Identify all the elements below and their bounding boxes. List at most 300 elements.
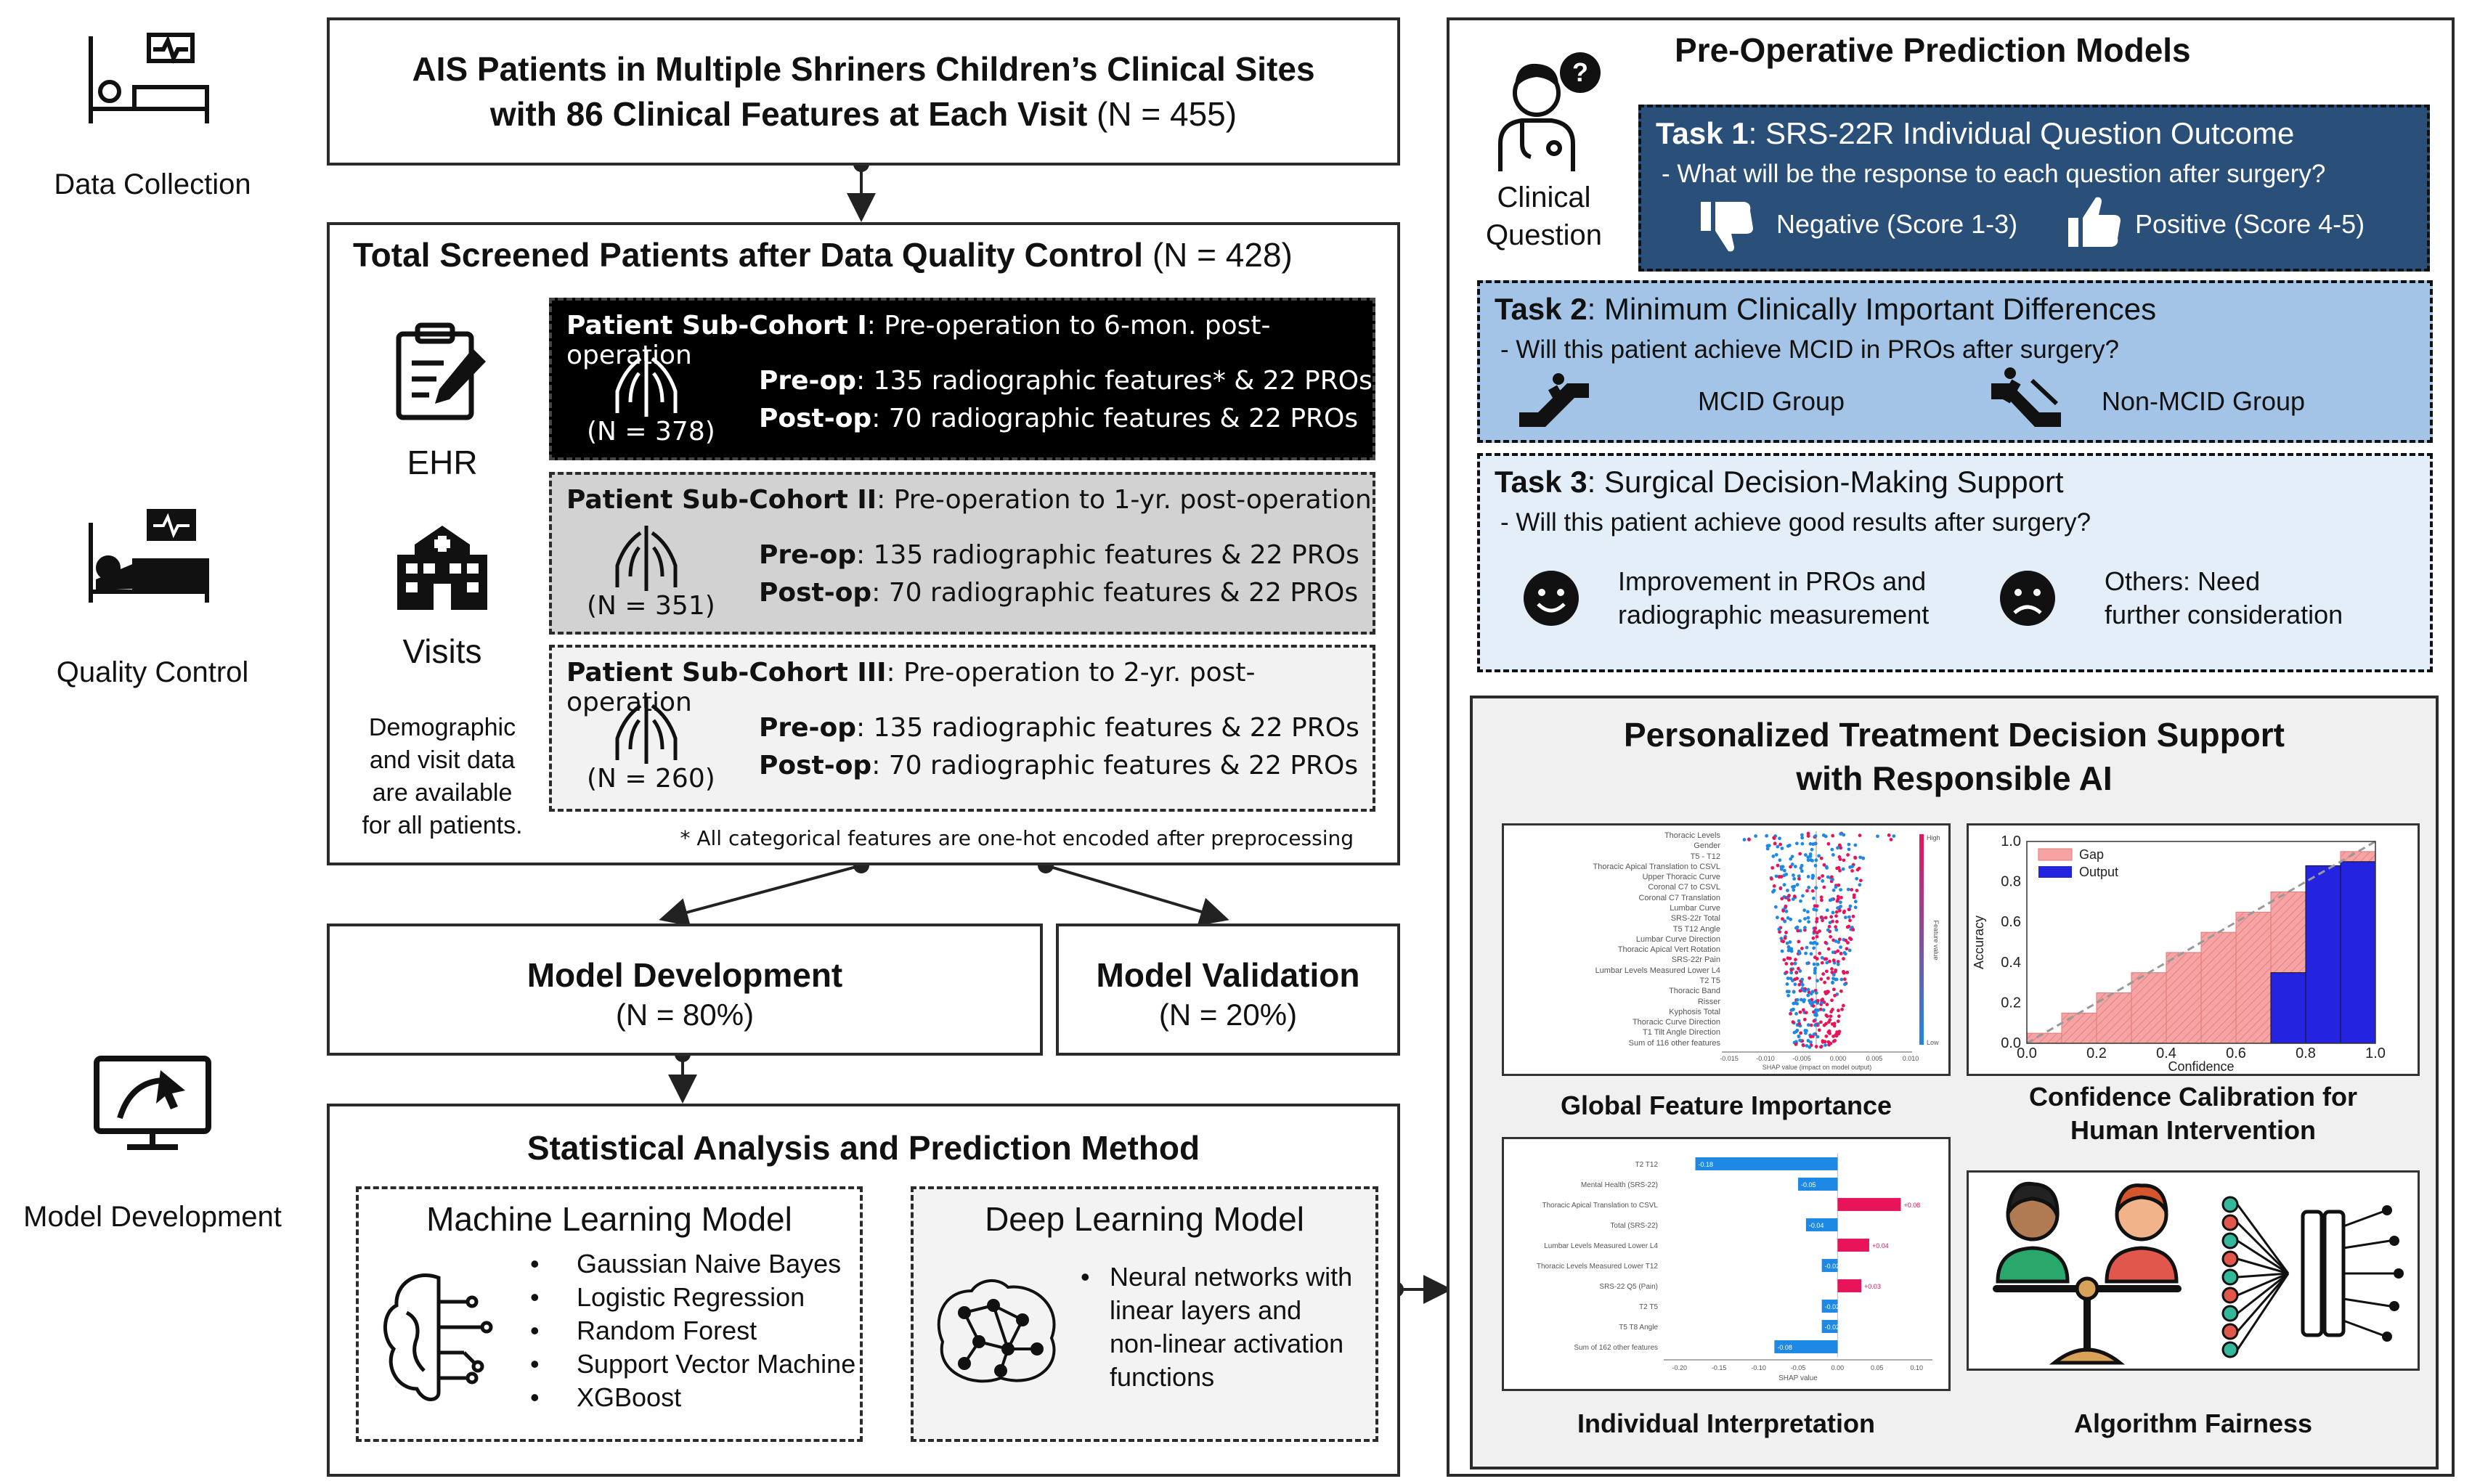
model-validation-box (1056, 924, 1400, 1056)
legend-gap-label: Gap (2079, 847, 2105, 862)
shap-feature-label: SRS-22r Total (1670, 914, 1720, 924)
gap-bar-hatch (2236, 912, 2271, 1043)
shap-point (1820, 895, 1823, 899)
colorbar-tick: Low (1927, 1039, 1939, 1046)
waterfall-x-tick: 0.00 (1831, 1364, 1845, 1371)
shap-point (1858, 883, 1861, 886)
shap-point (1793, 978, 1797, 982)
shap-point (1810, 952, 1813, 955)
ml-model-list (526, 1247, 855, 1414)
shap-point (1842, 957, 1845, 961)
shap-point (1833, 1039, 1837, 1043)
dl-line: non-linear activation (1110, 1329, 1344, 1358)
shap-point (1826, 908, 1829, 912)
shap-point (1843, 977, 1847, 981)
waterfall-x-tick: 0.10 (1910, 1364, 1924, 1371)
ml-model-item: • Gaussian Naive Bayes (526, 1247, 855, 1281)
model-dev-share: (N = 80%) (615, 998, 755, 1032)
shap-point (1799, 900, 1802, 903)
shap-point (1766, 847, 1770, 851)
note-line: and visit data (369, 746, 516, 774)
shap-point (1837, 855, 1841, 859)
shap-point (1814, 886, 1818, 890)
shap-point (1778, 843, 1782, 847)
shap-point (1842, 1004, 1845, 1008)
waterfall-feature-label: Total (SRS-22) (1610, 1222, 1658, 1230)
shap-point (1792, 990, 1796, 994)
shap-point (1826, 928, 1830, 931)
calib-x-tick: 0.2 (2086, 1045, 2107, 1061)
shap-point (1812, 942, 1816, 945)
colorbar-label: Feature value (1932, 920, 1940, 961)
shap-waterfall-plot (1502, 1137, 1951, 1391)
shap-colorbar (1919, 834, 1924, 1045)
shap-point (1799, 1011, 1802, 1014)
shap-point (1847, 916, 1851, 919)
shap-point (1847, 847, 1851, 851)
svg-text:?: ? (1572, 57, 1588, 87)
shap-point (1855, 877, 1858, 881)
shap-point (1850, 865, 1854, 868)
shap-point (1808, 1045, 1811, 1049)
task-name: : Minimum Clinically Important Differences (1587, 292, 2157, 326)
shap-point (1784, 931, 1788, 934)
shap-point (1813, 1032, 1816, 1036)
waterfall-value-label: +0.04 (1871, 1242, 1889, 1249)
clinical-question-label (1471, 179, 1617, 254)
screened-title-bold: Total Screened Patients after Data Quality Control (353, 236, 1144, 274)
shap-point (1814, 858, 1818, 862)
task-2-title (1495, 292, 2156, 327)
global-importance-caption: Global Feature Importance (1560, 1090, 1892, 1120)
shap-point (1796, 998, 1800, 1002)
shap-point (1829, 1010, 1833, 1014)
waterfall-value-label: -0.05 (1801, 1181, 1816, 1189)
waterfall-feature-label: Mental Health (SRS-22) (1580, 1181, 1658, 1189)
waterfall-value-label: -0.02 (1824, 1303, 1840, 1310)
shap-point (1743, 838, 1747, 841)
task-1-box (1638, 105, 2430, 272)
shap-point (1812, 1004, 1816, 1008)
shap-point (1783, 883, 1786, 886)
shap-point (1830, 967, 1834, 971)
fairness-illustration (1967, 1170, 2420, 1371)
shap-point (1804, 853, 1808, 857)
shap-point (1842, 858, 1846, 862)
calib-y-tick: 0.8 (2001, 873, 2021, 890)
shap-point (1789, 918, 1792, 921)
shap-point (1834, 928, 1838, 931)
waterfall-value-label: -0.18 (1698, 1161, 1714, 1168)
shap-point (1786, 994, 1790, 998)
shap-point (1794, 971, 1798, 974)
shap-point (1786, 990, 1789, 993)
shap-point (1771, 890, 1775, 894)
shap-point (1829, 1014, 1832, 1018)
patient-bed-monitor-icon (84, 29, 214, 134)
shap-point (1798, 852, 1802, 856)
shap-point (1839, 990, 1843, 993)
waterfall-value-label: -0.08 (1777, 1344, 1792, 1351)
shap-feature-label: Lumbar Curve Direction (1635, 934, 1720, 944)
spine-icon (610, 526, 683, 595)
shap-point (1822, 1008, 1826, 1012)
shap-point (1849, 905, 1853, 908)
shap-point (1843, 982, 1847, 986)
shap-point (1837, 1008, 1840, 1012)
shap-feature-label: Sum of 116 other features (1628, 1038, 1720, 1048)
pre-op-text: : 135 radiographic features & 22 PROs (856, 540, 1359, 570)
waterfall-feature-label: T2 T12 (1635, 1161, 1658, 1169)
dl-line: functions (1110, 1362, 1215, 1392)
note-line: for all patients. (362, 812, 523, 839)
shap-point (1793, 894, 1797, 898)
stage-label-data-collection: Data Collection (54, 168, 251, 200)
shap-point (1854, 905, 1858, 909)
waterfall-feature-label: Thoracic Apical Translation to CSVL (1542, 1202, 1658, 1210)
shap-point (1842, 833, 1845, 837)
shap-point (1823, 1040, 1827, 1043)
shap-point (1846, 925, 1850, 929)
shap-point (1839, 896, 1843, 900)
mcid-group-label: MCID Group (1698, 386, 1845, 416)
pre-op-text: : 135 radiographic features & 22 PROs (856, 713, 1359, 743)
shap-point (1836, 846, 1839, 849)
gap-bar-hatch (2027, 1033, 2062, 1043)
waterfall-value-label: +0.08 (1903, 1202, 1921, 1209)
shap-point (1816, 931, 1819, 934)
shap-point (1830, 998, 1834, 1002)
shap-point (1837, 895, 1840, 899)
ml-model-item: • Logistic Regression (526, 1281, 855, 1314)
clipboard-pen-icon (391, 319, 493, 425)
shap-point (1827, 1020, 1831, 1024)
shap-point (1834, 939, 1838, 943)
shap-point (1815, 1045, 1818, 1048)
shap-point (1823, 981, 1826, 984)
algorithm-fairness-caption: Algorithm Fairness (2073, 1408, 2313, 1438)
thumbs-down-icon (1699, 199, 1757, 258)
shap-point (1803, 1018, 1807, 1022)
shap-point (1819, 977, 1823, 981)
good-outcome-label (1618, 565, 1929, 632)
shap-point (1795, 841, 1799, 845)
shap-point (1820, 857, 1823, 860)
shap-point (1775, 853, 1778, 857)
ptds-panel (1470, 696, 2439, 1469)
ais-box-line2 (330, 94, 1397, 134)
ml-model-item: • XGBoost (526, 1381, 855, 1414)
calib-x-tick: 0.8 (2296, 1045, 2316, 1061)
shap-point (1785, 910, 1789, 913)
shap-point (1807, 988, 1810, 992)
output-bar (2341, 862, 2375, 1043)
shap-point (1847, 908, 1851, 911)
spine-icon (610, 698, 683, 767)
shap-point (1771, 855, 1775, 858)
task-3-box (1477, 453, 2433, 672)
shap-point (1887, 833, 1891, 837)
shap-point (1826, 977, 1830, 980)
shap-point (1794, 1012, 1798, 1016)
shap-point (1805, 961, 1809, 965)
dl-title: Deep Learning Model (985, 1200, 1304, 1238)
availability-note (344, 712, 540, 842)
task-name: : Surgical Decision-Making Support (1587, 465, 2064, 499)
shap-point (1821, 879, 1824, 883)
waterfall-feature-label: Sum of 162 other features (1574, 1344, 1658, 1352)
shap-x-tick: 0.010 (1902, 1055, 1919, 1062)
note-line: are available (372, 779, 513, 807)
cohort-range: : Pre-operation to 2-yr. post-operation (566, 658, 1256, 717)
shap-point (1823, 990, 1827, 994)
spine-icon (610, 351, 683, 420)
shap-point (1801, 983, 1805, 987)
shap-point (1835, 910, 1839, 914)
dl-description: • Neural networks with linear layers and non-linear activation functions (1081, 1260, 1352, 1394)
shap-point (1819, 1045, 1823, 1049)
shap-point (1786, 956, 1790, 960)
shap-point (1783, 920, 1786, 924)
shap-point (1830, 848, 1834, 852)
cohort-range: : Pre-operation to 1-yr. post-operation (877, 485, 1372, 515)
shap-point (1838, 869, 1842, 873)
screened-title-count: (N = 428) (1143, 236, 1293, 274)
shap-point (1839, 832, 1842, 836)
calib-y-tick: 0.2 (2001, 995, 2021, 1011)
shap-point (1823, 941, 1827, 945)
shap-point (1781, 950, 1784, 953)
shap-point (1784, 937, 1787, 940)
task-3-title (1495, 465, 2064, 500)
other-outcome-line: Others: Need (2105, 566, 2261, 596)
shap-feature-label: Thoracic Band (1669, 987, 1720, 996)
waterfall-value-label: -0.02 (1824, 1263, 1840, 1270)
shap-point (1834, 969, 1837, 972)
shap-point (1798, 1039, 1802, 1043)
shap-point (1811, 874, 1815, 878)
good-outcome-line: Improvement in PROs and (1618, 566, 1927, 596)
shap-point (1816, 935, 1819, 939)
shap-feature-label: T5 T12 Angle (1672, 924, 1720, 934)
shap-point (1807, 875, 1810, 878)
cohort-name: Patient Sub-Cohort I (566, 311, 867, 341)
calib-x-label: Confidence (2168, 1059, 2235, 1074)
shap-point (1847, 843, 1851, 847)
other-outcome-line: further consideration (2105, 600, 2343, 629)
shap-point (1825, 866, 1829, 870)
calib-x-tick: 1.0 (2365, 1045, 2386, 1061)
shap-point (1790, 962, 1794, 966)
shap-point (1844, 939, 1847, 942)
shap-point (1810, 848, 1814, 852)
post-op-text: : 70 radiographic features & 22 PROs (871, 404, 1359, 433)
stage-label-model-development: Model Development (23, 1201, 282, 1233)
shap-point (1792, 877, 1796, 881)
shap-x-tick: 0.000 (1829, 1055, 1847, 1062)
shap-point (1844, 916, 1847, 919)
stats-title: Statistical Analysis and Prediction Method (526, 1129, 1200, 1167)
shap-point (1814, 834, 1818, 838)
shap-point (1805, 1011, 1808, 1014)
waterfall-x-tick: -0.05 (1790, 1364, 1806, 1371)
shap-point (1815, 920, 1818, 924)
shap-point (1831, 981, 1834, 984)
hospital-icon (391, 523, 493, 613)
shap-point (1775, 874, 1778, 878)
shap-point (1818, 876, 1821, 880)
shap-point (1801, 894, 1805, 898)
neural-network-icon (928, 1269, 1066, 1396)
output-bar (2271, 973, 2306, 1043)
shap-point (1823, 1024, 1826, 1027)
shap-point (1797, 877, 1801, 881)
shap-point (1832, 889, 1836, 892)
shap-point (1800, 836, 1804, 840)
shap-point (1839, 900, 1842, 904)
shap-point (1773, 836, 1776, 840)
calib-y-label: Accuracy (1972, 915, 1986, 970)
shap-point (1786, 889, 1789, 892)
shap-feature-label: Thoracic Curve Direction (1632, 1018, 1720, 1027)
shap-point (1820, 899, 1823, 902)
shap-point (1816, 957, 1819, 961)
shap-point (1840, 1008, 1844, 1011)
shap-point (1837, 1019, 1840, 1023)
thumbs-up-icon (2067, 195, 2125, 253)
shap-summary-plot (1502, 823, 1951, 1076)
shap-feature-label: Lumbar Levels Measured Lower L4 (1595, 966, 1720, 975)
shap-point (1813, 904, 1817, 908)
task-2-question: - Will this patient achieve MCID in PROs after surgery? (1500, 335, 2119, 364)
shap-point (1791, 863, 1794, 866)
shap-point (1798, 952, 1802, 955)
shap-point (1816, 999, 1820, 1003)
ml-title: Machine Learning Model (426, 1200, 792, 1238)
shap-feature-label: Thoracic Apical Vert Rotation (1617, 945, 1720, 955)
neural-network-fan-icon (2208, 1183, 2412, 1368)
shap-feature-label: Thoracic Apical Translation to CSVL (1593, 862, 1720, 871)
shap-point (1800, 947, 1804, 950)
shap-point (1833, 994, 1837, 998)
gap-bar-hatch (2131, 973, 2166, 1043)
shap-point (1811, 937, 1815, 940)
waterfall-svg (1504, 1139, 1948, 1389)
shap-point (1811, 1001, 1815, 1005)
escalator-down-icon (1988, 367, 2068, 433)
shap-point (1836, 906, 1839, 910)
legend-output-label: Output (2079, 865, 2119, 879)
escalator-up-icon (1516, 372, 1596, 433)
model-dev-title: Model Development (526, 956, 843, 994)
shap-point (1776, 864, 1780, 868)
calibration-svg (1969, 825, 2418, 1074)
post-op-text: : 70 radiographic features & 22 PROs (871, 751, 1359, 780)
shap-point (1831, 977, 1835, 980)
shap-point (1824, 1035, 1828, 1038)
colorbar-tick: High (1927, 834, 1940, 841)
shap-point (1792, 1002, 1795, 1006)
shap-point (1827, 1043, 1831, 1047)
preop-models-panel (1447, 17, 2455, 1477)
cohort-name: Patient Sub-Cohort III (566, 658, 887, 688)
pre-op-text: : 135 radiographic features* & 22 PROs (856, 366, 1373, 396)
positive-option: Positive (Score 4-5) (2135, 209, 2365, 239)
shap-point (1848, 918, 1852, 922)
shap-point (1794, 865, 1797, 868)
gap-bar-hatch (2062, 1013, 2097, 1043)
shap-point (1796, 883, 1800, 886)
calib-y-tick: 1.0 (2001, 833, 2021, 849)
ml-model-item: • Support Vector Machine (526, 1348, 855, 1381)
post-op-label: Post-op (759, 578, 872, 608)
shap-point (1830, 971, 1834, 974)
shap-point (1787, 894, 1791, 897)
output-bar (2306, 865, 2341, 1043)
post-op-text: : 70 radiographic features & 22 PROs (871, 578, 1359, 608)
shap-point (1842, 868, 1845, 871)
shap-point (1822, 886, 1826, 889)
shap-point (1842, 971, 1846, 975)
ais-patients-box (327, 17, 1400, 166)
shap-point (1831, 911, 1835, 915)
shap-point (1814, 1008, 1818, 1012)
shap-point (1848, 949, 1852, 953)
shap-point (1826, 1030, 1830, 1034)
shap-point (1830, 897, 1834, 901)
shap-point (1802, 908, 1806, 912)
shap-point (1797, 940, 1800, 944)
screened-patients-box (327, 222, 1400, 865)
shap-point (1831, 834, 1834, 838)
shap-point (1809, 852, 1813, 856)
shap-point (1807, 916, 1810, 920)
calib-y-tick: 0.6 (2001, 914, 2021, 931)
shap-point (1799, 989, 1802, 992)
waterfall-x-tick: -0.20 (1672, 1364, 1688, 1371)
encoding-footnote: * All categorical features are one-hot encoded after preprocessing (680, 826, 1354, 850)
shap-point (1837, 1032, 1841, 1035)
shap-point (1858, 833, 1862, 837)
ptds-title-line: Personalized Treatment Decision Support (1624, 716, 2285, 754)
shap-point (1800, 978, 1804, 982)
waterfall-bar (1696, 1157, 1838, 1170)
shap-point (1827, 947, 1831, 951)
shap-point (1853, 856, 1857, 860)
pre-op-label: Pre-op (759, 540, 856, 570)
calibration-caption-line: Confidence Calibration for (2028, 1082, 2358, 1112)
shap-point (1765, 834, 1768, 838)
shap-point (1832, 987, 1836, 991)
shap-point (1816, 942, 1819, 945)
shap-point (1793, 982, 1797, 986)
shap-x-tick: -0.010 (1756, 1055, 1775, 1062)
shap-point (1794, 1043, 1798, 1046)
clinical-question-line: Question (1485, 219, 1603, 251)
shap-point (1776, 845, 1779, 849)
shap-point (1776, 916, 1779, 919)
doctor-question-icon (1493, 49, 1602, 176)
waterfall-feature-label: T5 T8 Angle (1619, 1324, 1658, 1332)
shap-point (1786, 982, 1789, 986)
shap-point (1840, 978, 1844, 982)
shap-point (1815, 991, 1818, 995)
shap-point (1800, 842, 1804, 846)
shap-point (1858, 855, 1862, 859)
shap-point (1835, 978, 1839, 982)
shap-point (1832, 959, 1836, 963)
shap-point (1850, 888, 1853, 892)
